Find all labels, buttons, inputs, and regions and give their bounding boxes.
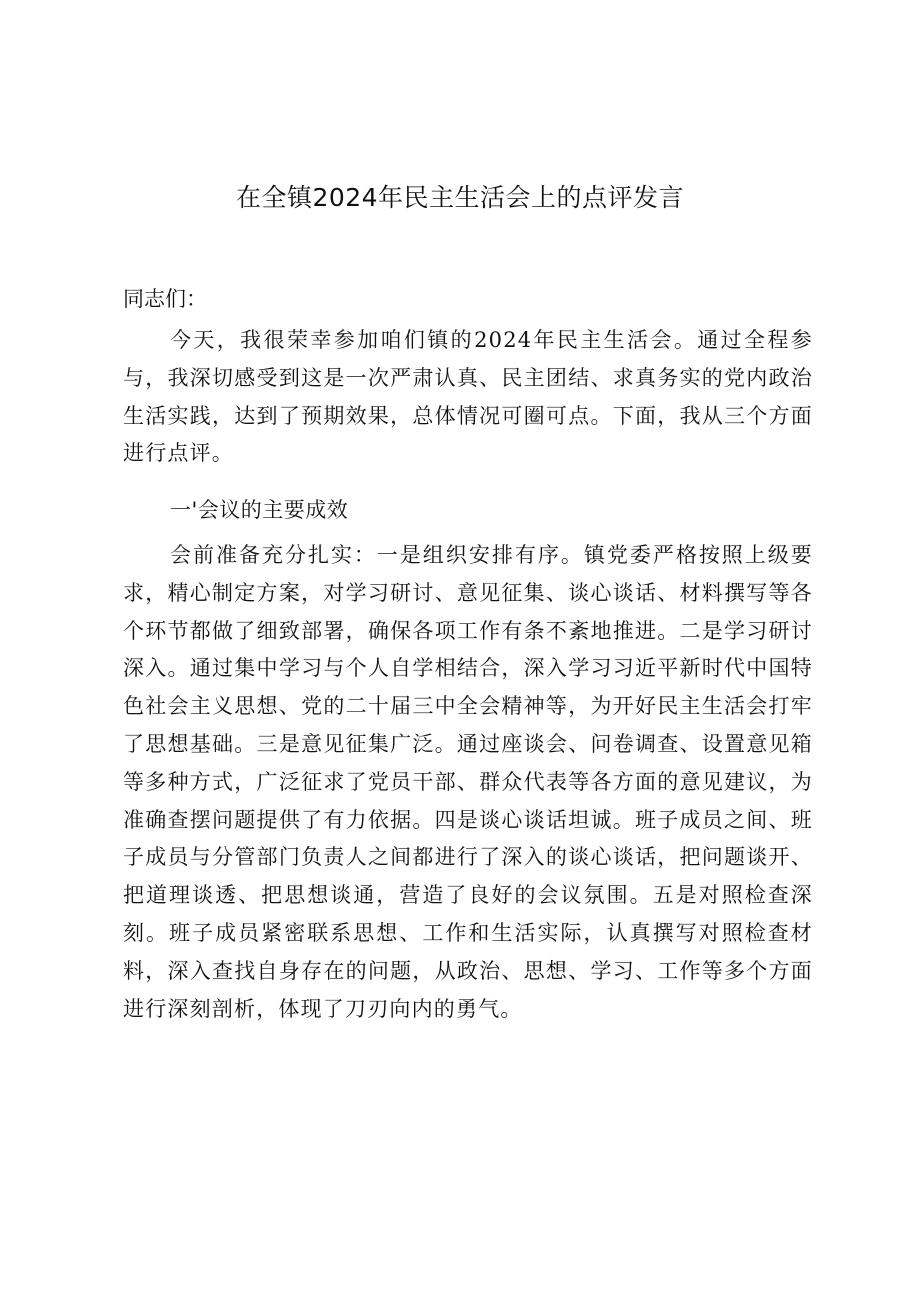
intro-paragraph: 今天，我很荣幸参加咱们镇的2024年民主生活会。通过全程参与，我深切感受到这是一次严肃认真、民主团结、求真务实的党内政治生活实践，达到了预期效果，总体情况可圈可点。下面，我从三个方面进行点评。	[123, 328, 813, 466]
section-heading: 一'会议的主要成效	[170, 498, 349, 522]
document-title: 在全镇2024年民主生活会上的点评发言	[235, 183, 685, 212]
salutation: 同志们：	[123, 287, 207, 311]
section-paragraph: 会前准备充分扎实：一是组织安排有序。镇党委严格按照上级要求，精心制定方案，对学习研讨、意见征集、谈心谈话、材料撰写等各个环节都做了细致部署，确保各项工作有条不紊地推进。二是学习研讨深入。通过集中学习与个人自学相结合，深入学习习近平新时代中国特色社会主义思想、党的二十届三中全会精神等，为开好民主生活会打牢了思想基础。三是意见征集广泛。通过座谈会、问卷调查、设置意见箱等多种方式，广泛征求了党员干部、群众代表等各方面的意见建议，为准确查摆问题提供了有力依据。四是谈心谈话坦诚。班子成员之间、班子成员与分管部门负责人之间都进行了深入的谈心谈话，把问题谈开、把道理谈透、把思想谈通，营造了良好的会议氛围。五是对照检查深刻。班子成员紧密联系思想、工作和生活实际，认真撰写对照检查材料，深入查找自身存在的问题，从政治、思想、学习、工作等多个方面进行深刻剖析，体现了刀刃向内的勇气。	[123, 543, 813, 1021]
